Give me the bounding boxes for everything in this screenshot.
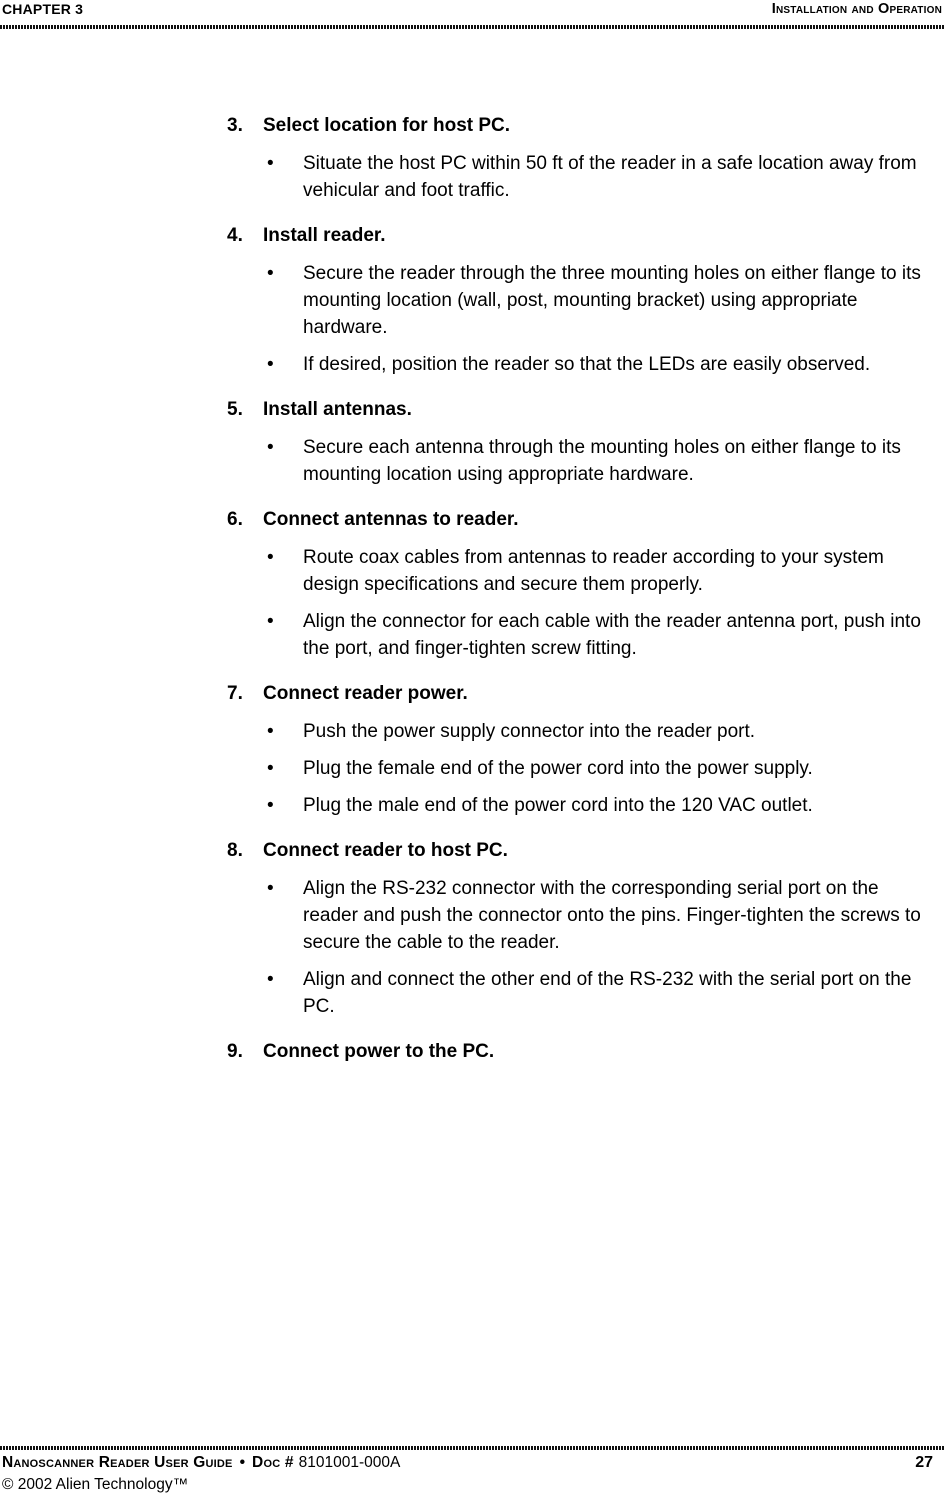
item-heading	[227, 837, 933, 864]
bullet-icon: •	[267, 969, 274, 990]
bullet-text: Align the connector for each cable with the reader antenna port, push into the port, and finger-tighten screw fitting.	[303, 611, 921, 659]
header-section-label: Installation and Operation	[771, 1, 942, 17]
item-number: 8.	[227, 840, 243, 861]
item-title: Install antennas.	[263, 399, 412, 420]
bullet-item	[227, 260, 933, 341]
bullet-icon: •	[267, 547, 274, 568]
item-number: 6.	[227, 509, 243, 530]
bullet-item	[227, 966, 933, 1020]
bullet-icon: •	[267, 878, 274, 899]
bullet-text: Align and connect the other end of the RS-232 with the serial port on the PC.	[303, 969, 912, 1017]
item-heading	[227, 1038, 933, 1065]
bullet-text: Plug the female end of the power cord into the power supply.	[303, 758, 813, 779]
bullet-icon: •	[267, 795, 274, 816]
footer-separator-bullet: •	[239, 1454, 246, 1471]
footer-doc-line	[2, 1452, 400, 1474]
item-heading	[227, 222, 933, 249]
bullet-icon: •	[267, 437, 274, 458]
footer-copyright: © 2002 Alien Technology™	[2, 1476, 189, 1493]
bullet-icon: •	[267, 721, 274, 742]
instruction-list	[227, 112, 933, 1076]
item-number: 3.	[227, 115, 243, 136]
bullet-icon: •	[267, 153, 274, 174]
footer-doc-number: 8101001-000A	[298, 1454, 401, 1471]
page-header	[2, 1, 942, 17]
item-heading	[227, 396, 933, 423]
bullet-item	[227, 608, 933, 662]
item-number: 5.	[227, 399, 243, 420]
list-item	[227, 222, 933, 378]
footer-left	[2, 1452, 400, 1496]
bullet-text: If desired, position the reader so that the LEDs are easily observed.	[303, 354, 871, 375]
item-number: 4.	[227, 225, 243, 246]
bullet-item	[227, 434, 933, 488]
item-number: 7.	[227, 683, 243, 704]
bullet-icon: •	[267, 758, 274, 779]
bullet-icon: •	[267, 354, 274, 375]
item-heading	[227, 112, 933, 139]
bullet-text: Push the power supply connector into the reader port.	[303, 721, 756, 742]
bullet-item	[227, 875, 933, 956]
item-title: Connect reader power.	[263, 683, 468, 704]
bullet-text: Secure the reader through the three mounting holes on either flange to its mounting location (wall, post, mounting bracket) using appropriate hardware.	[303, 263, 921, 338]
bullet-item	[227, 150, 933, 204]
footer-doc-label: Doc #	[252, 1454, 294, 1471]
page-footer	[2, 1452, 933, 1496]
bullet-icon: •	[267, 611, 274, 632]
bullet-item	[227, 544, 933, 598]
bullet-text: Secure each antenna through the mounting holes on either flange to its mounting location using appropriate hardware.	[303, 437, 901, 485]
list-item	[227, 837, 933, 1020]
page-number: 27	[915, 1454, 933, 1471]
list-item	[227, 396, 933, 488]
bullet-text: Plug the male end of the power cord into the 120 VAC outlet.	[303, 795, 813, 816]
item-heading	[227, 506, 933, 533]
list-item	[227, 680, 933, 819]
bullet-item	[227, 718, 933, 745]
bullet-item	[227, 792, 933, 819]
bullet-text: Situate the host PC within 50 ft of the reader in a safe location away from vehicular and foot traffic.	[303, 153, 917, 201]
bullet-item	[227, 351, 933, 378]
item-number: 9.	[227, 1041, 243, 1062]
header-chapter-label: CHAPTER 3	[2, 1, 84, 17]
item-title: Connect power to the PC.	[263, 1041, 495, 1062]
bullet-item	[227, 755, 933, 782]
item-title: Connect antennas to reader.	[263, 509, 519, 530]
bullet-text: Route coax cables from antennas to reader according to your system design specifications and secure them properly.	[303, 547, 884, 595]
item-title: Connect reader to host PC.	[263, 840, 508, 861]
bullet-text: Align the RS-232 connector with the corresponding serial port on the reader and push the connector onto the pins. Finger-tighten the screws to secure the cable to the reader.	[303, 878, 921, 953]
list-item	[227, 1038, 933, 1065]
footer-guide-title: Nanoscanner Reader User Guide	[2, 1454, 233, 1471]
footer-rule	[0, 1446, 945, 1450]
item-heading	[227, 680, 933, 707]
item-title: Install reader.	[263, 225, 386, 246]
list-item	[227, 112, 933, 204]
list-item	[227, 506, 933, 662]
header-rule	[0, 25, 945, 29]
bullet-icon: •	[267, 263, 274, 284]
item-title: Select location for host PC.	[263, 115, 511, 136]
